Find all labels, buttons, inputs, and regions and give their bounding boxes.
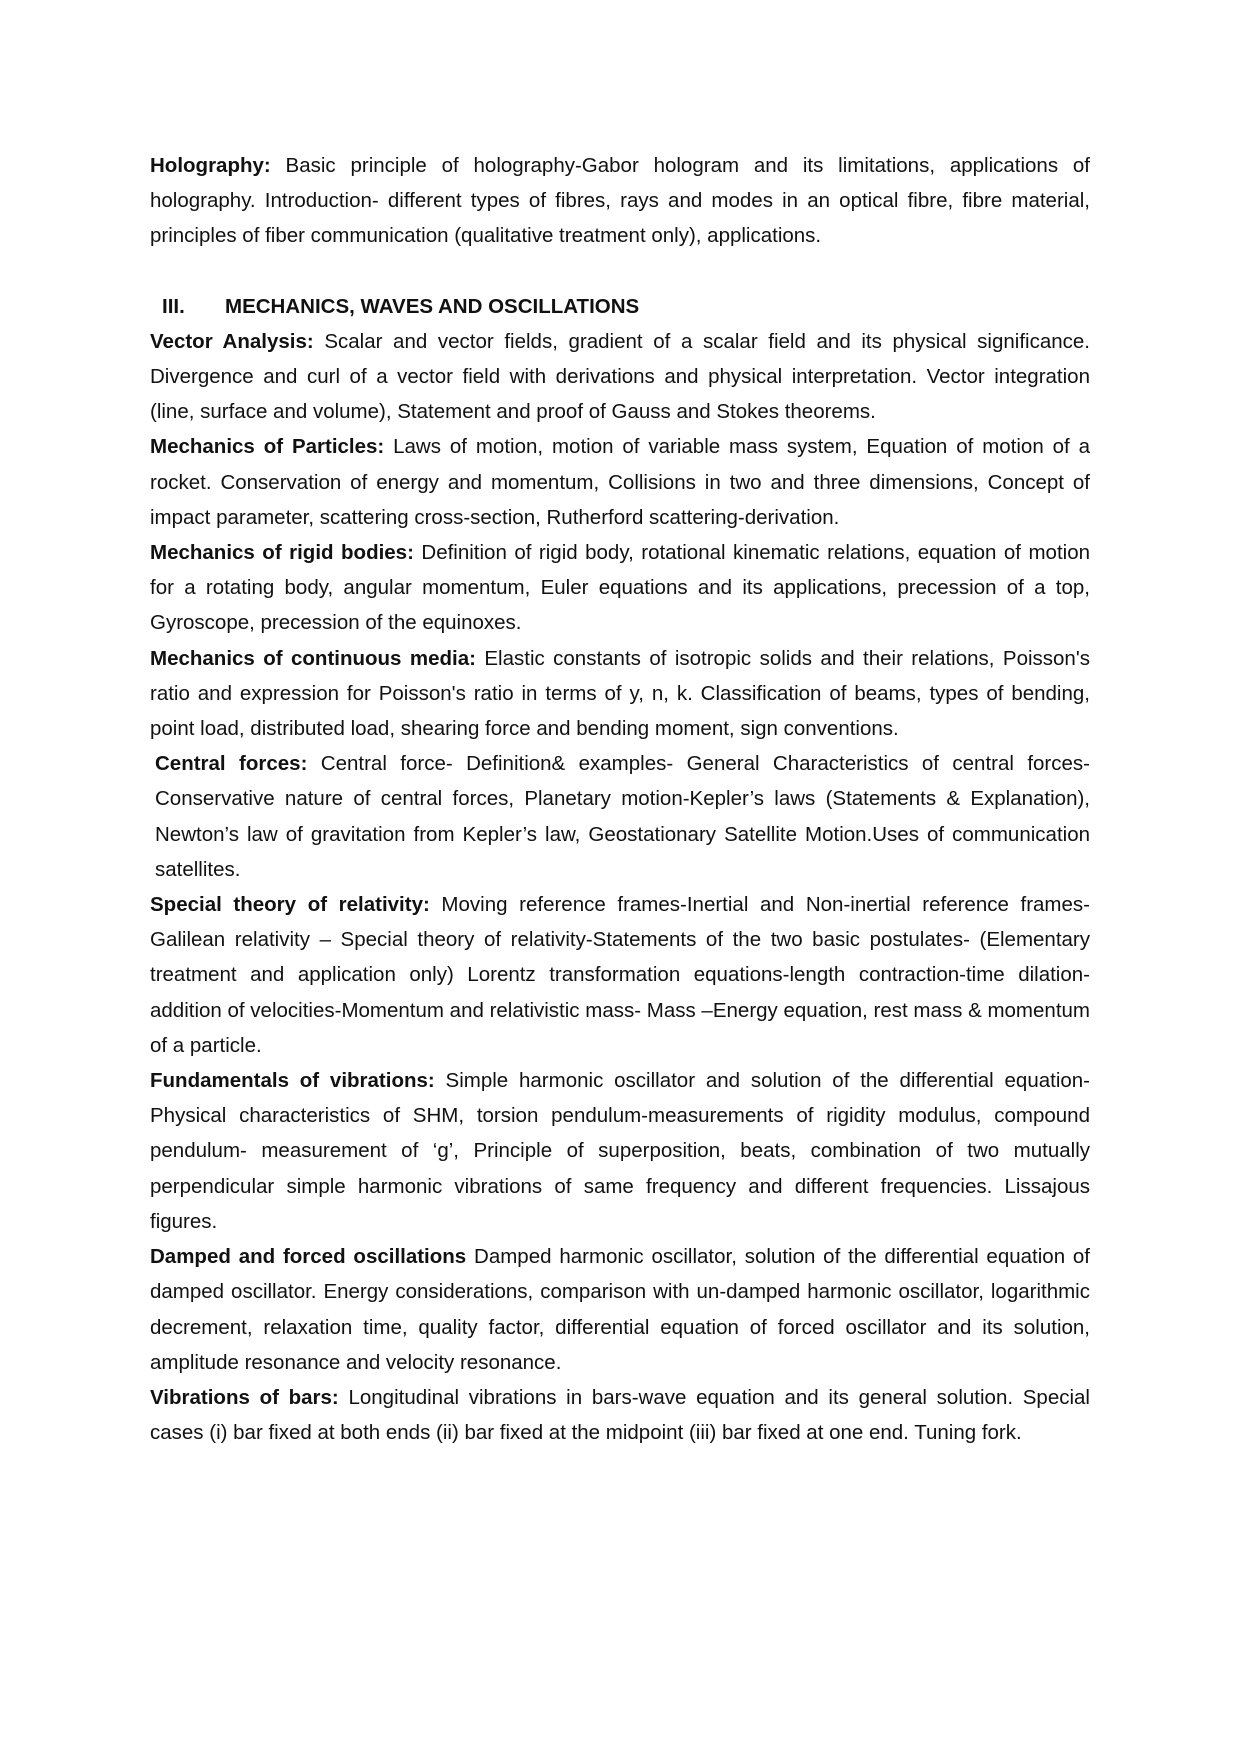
topic-text: Scalar and vector fields, gradient of a scalar field and its physical significance. Divergence and curl of a vector field with derivations and physical interpretation. Vector integration (line, surface and volume), Statement and proof of Gauss and Stokes theorems. [150,329,1090,424]
topic-vector-analysis [150,324,1090,430]
spacer [150,254,1090,289]
section-title: MECHANICS, WAVES AND OSCILLATIONS [225,294,640,318]
topic-special-relativity [150,887,1090,1063]
topic-text: Longitudinal vibrations in bars-wave equation and its general solution. Special cases (i) bar fixed at both ends (ii) bar fixed at the midpoint (iii) bar fixed at one end. Tuning fork. [150,1385,1090,1445]
topic-heading: Damped and forced oscillations [150,1245,467,1269]
holography-paragraph [150,148,1090,254]
topic-mechanics-of-rigid-bodies [150,535,1090,641]
topic-text: Simple harmonic oscillator and solution of the differential equation-Physical characteristics of SHM, torsion pendulum-measurements of rigidity modulus, compound pendulum- measurement of ‘g’, Principle of superposition, beats, combination of two mutually perpendicular simple harmonic vibrations of same frequency and different frequencies. Lissajous figures. [150,1069,1091,1233]
topic-heading: Vector Analysis: [150,329,314,353]
topic-damped-forced-oscillations [150,1239,1090,1380]
topic-heading: Mechanics of Particles: [150,435,385,459]
section-heading [150,289,1090,324]
topic-heading: Central forces: [155,752,308,776]
section-number: III. [162,294,185,318]
topic-central-forces [150,746,1090,887]
topic-heading: Mechanics of rigid bodies: [150,541,414,565]
topic-text: Central force- Definition& examples- General Characteristics of central forces-Conservative nature of central forces, Planetary motion-Kepler’s laws (Statements & Explanation), Newton’s law of gravitation from Kepler’s law, Geostationary Satellite Motion.Uses of communication satellites. [155,752,1090,881]
topic-mechanics-of-continuous-media [150,641,1090,747]
document-page [150,148,1090,1450]
topic-vibrations-of-bars [150,1380,1090,1450]
holography-heading: Holography: [150,154,271,177]
topic-mechanics-of-particles [150,429,1090,535]
topic-text: Moving reference frames-Inertial and Non-inertial reference frames-Galilean relativity – Special theory of relativity-Statements of the two basic postulates- (Elementary treatment and application only) Lorentz transformation equations-length contraction-time dilation- addition of velocities-Momentum and relativistic mass- Mass –Energy equation, rest mass & momentum of a particle. [150,893,1090,1057]
topic-heading: Vibrations of bars: [150,1385,339,1409]
topic-text: Laws of motion, motion of variable mass system, Equation of motion of a rocket. Conservation of energy and momentum, Collisions in two and three dimensions, Concept of impact parameter, scattering cross-section, Rutherford scattering-derivation. [150,435,1090,529]
topic-text: Elastic constants of isotropic solids and their relations, Poisson's ratio and expression for Poisson's ratio in terms of y, n, k. Classification of beams, types of bending, point load, distributed load, shearing force and bending moment, sign conventions. [150,646,1090,741]
topic-heading: Mechanics of continuous media: [150,646,476,670]
topic-text: Damped harmonic oscillator, solution of the differential equation of damped oscillator. Energy considerations, comparison with un-damped harmonic oscillator, logarithmic decrement, relaxation time, quality factor, differential equation of forced oscillator and its solution, amplitude resonance and velocity resonance. [150,1245,1090,1374]
topic-text: Definition of rigid body, rotational kinematic relations, equation of motion for a rotating body, angular momentum, Euler equations and its applications, precession of a top, Gyroscope, precession of the equinoxes. [150,541,1091,635]
topic-fundamentals-of-vibrations [150,1063,1090,1239]
holography-text: Basic principle of holography-Gabor hologram and its limitations, applications of holography. Introduction- different types of fibres, rays and modes in an optical fibre, fibre material, principles of fiber communication (qualitative treatment only), applications. [150,154,1090,248]
topic-heading: Special theory of relativity: [150,893,430,917]
topic-heading: Fundamentals of vibrations: [150,1069,435,1093]
